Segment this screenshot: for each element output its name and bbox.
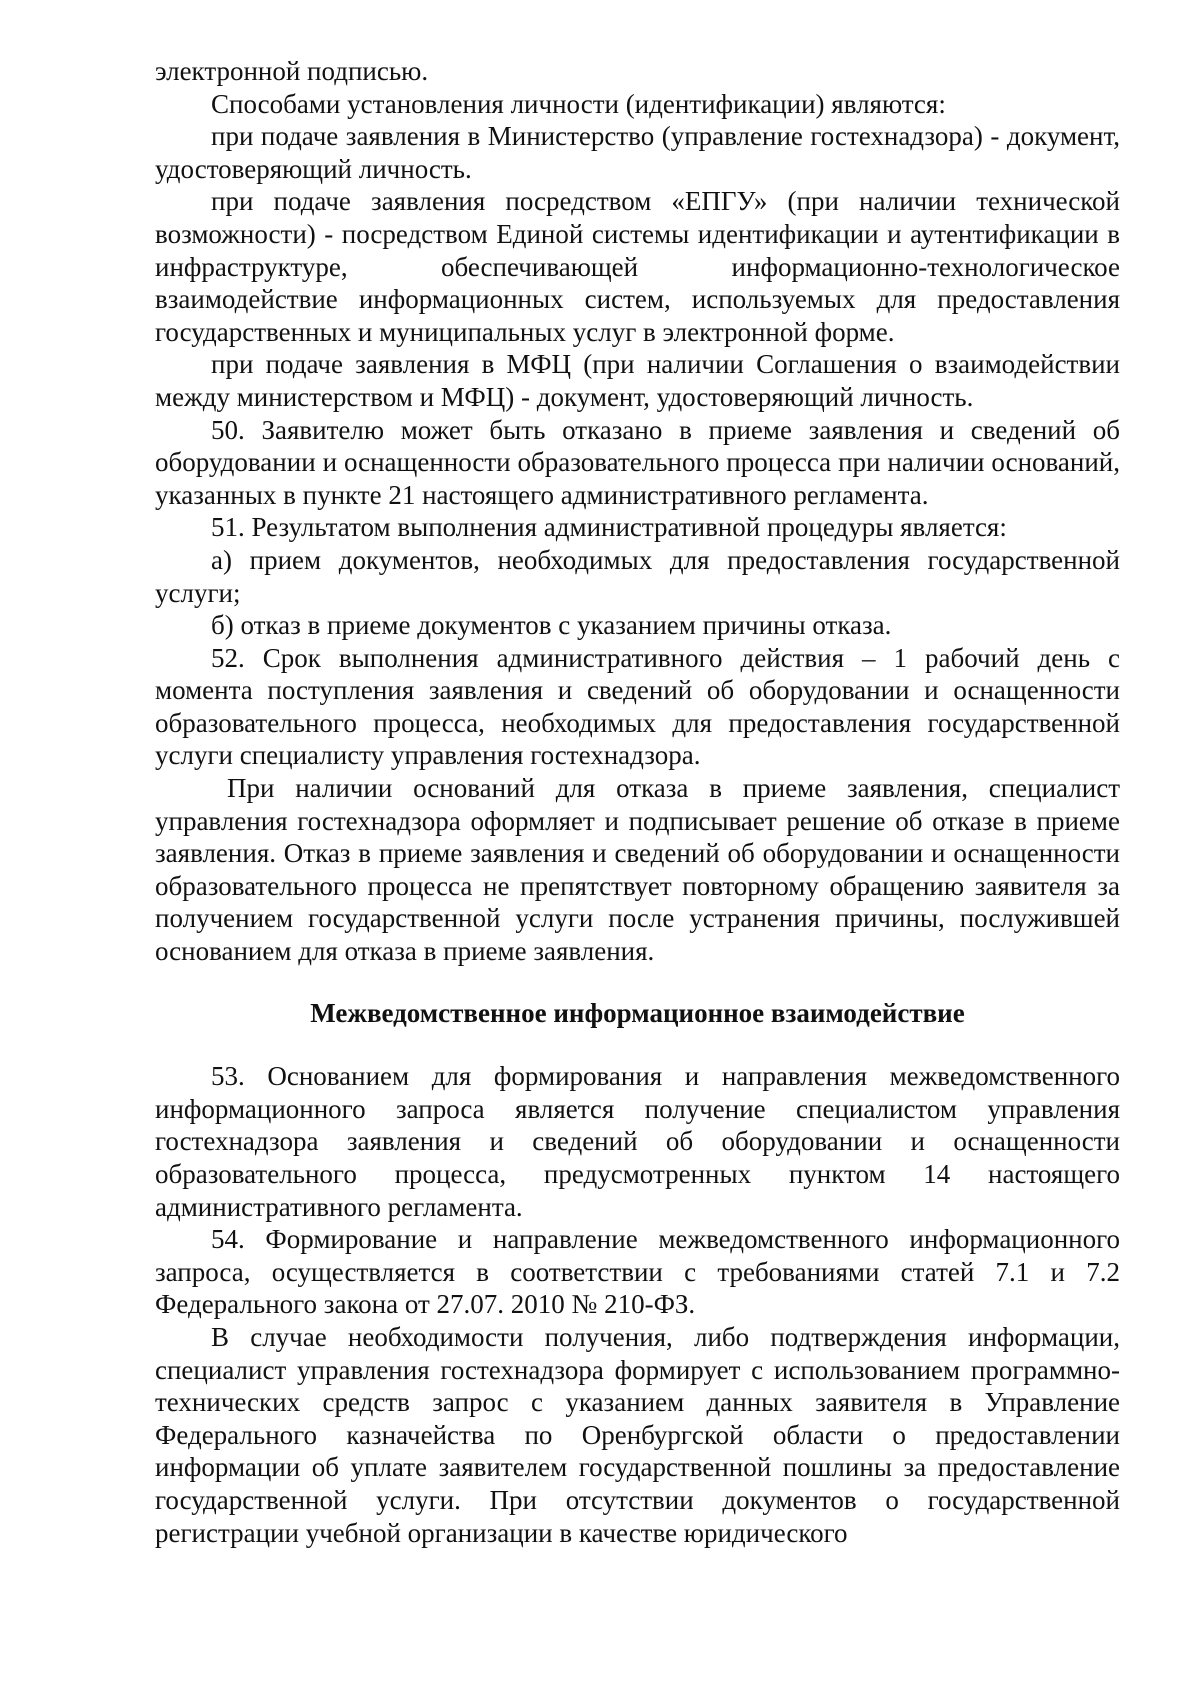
paragraph-item-54: 54. Формирование и направление межведомственного информационного запроса, осуществляется в соответствии с требованиями статей 7.1 и 7.2 Федерального закона от 27.07. 2010 № 210-ФЗ. xyxy=(155,1224,1120,1320)
paragraph-item-50: 50. Заявителю может быть отказано в приеме заявления и сведений об оборудовании и оснащенности образовательного процесса при наличии оснований, указанных в пункте 21 настоящего административного регламента. xyxy=(155,414,1120,510)
paragraph-information-request: В случае необходимости получения, либо подтверждения информации, специалист управления гостехнадзора формирует с использованием программно-технических средств запрос с указанием данных заявителя в Управление Федерального казначейства по Оренбургской области о предоставлении информации об уплате заявителем государственной пошлины за предоставление государственной услуги. При отсутствии документов о государственной регистрации учебной организации в качестве юридического xyxy=(155,1321,1120,1548)
paragraph-identification-methods: Способами установления личности (идентификации) являются: xyxy=(211,88,946,119)
section-heading: Межведомственное информационное взаимодействие xyxy=(310,997,965,1028)
paragraph-mfc-submission: при подаче заявления в МФЦ (при наличии Соглашения о взаимодействии между министерством и МФЦ) - документ, удостоверяющий личность. xyxy=(155,349,1120,412)
paragraph-item-51-b: б) отказ в приеме документов с указанием причины отказа. xyxy=(211,610,892,641)
paragraph-ministry-submission: при подаче заявления в Министерство (управление гостехнадзора) - документ, удостоверяющий личность. xyxy=(155,121,1120,184)
paragraph-continuation: электронной подписью. xyxy=(155,56,429,86)
paragraph-item-51-a: а) прием документов, необходимых для предоставления государственной услуги; xyxy=(155,544,1120,608)
paragraph-item-53: 53. Основанием для формирования и направления межведомственного информационного запроса является получение специалистом управления гостехнадзора заявления и сведений об оборудовании и оснащенности образовательного процесса, предусмотренных пунктом 14 настоящего административного регламента. xyxy=(155,1061,1120,1222)
paragraph-refusal-grounds: При наличии оснований для отказа в приеме заявления, специалист управления гостехнадзора оформляет и подписывает решение об отказе в приеме заявления. Отказ в приеме заявления и сведений об оборудовании и оснащенности образовательного процесса не препятствует повторному обращению заявителя за получением государственной услуги после устранения причины, послужившей основанием для отказа в приеме заявления. xyxy=(155,773,1120,967)
paragraph-epgu-submission: при подаче заявления посредством «ЕПГУ» (при наличии технической возможности) - посредством Единой системы идентификации и аутентификации в инфраструктуре, обеспечивающей информационно-технологическое взаимодействие информационных систем, используемых для предоставления государственных и муниципальных услуг в электронной форме. xyxy=(155,186,1120,347)
paragraph-item-52: 52. Срок выполнения административного действия – 1 рабочий день с момента поступления заявления и сведений об оборудовании и оснащенности образовательного процесса, необходимых для предоставления государственной услуги специалисту управления гостехнадзора. xyxy=(155,642,1120,771)
paragraph-item-51: 51. Результатом выполнения административной процедуры является: xyxy=(211,512,1007,543)
document-body xyxy=(155,55,1120,1549)
